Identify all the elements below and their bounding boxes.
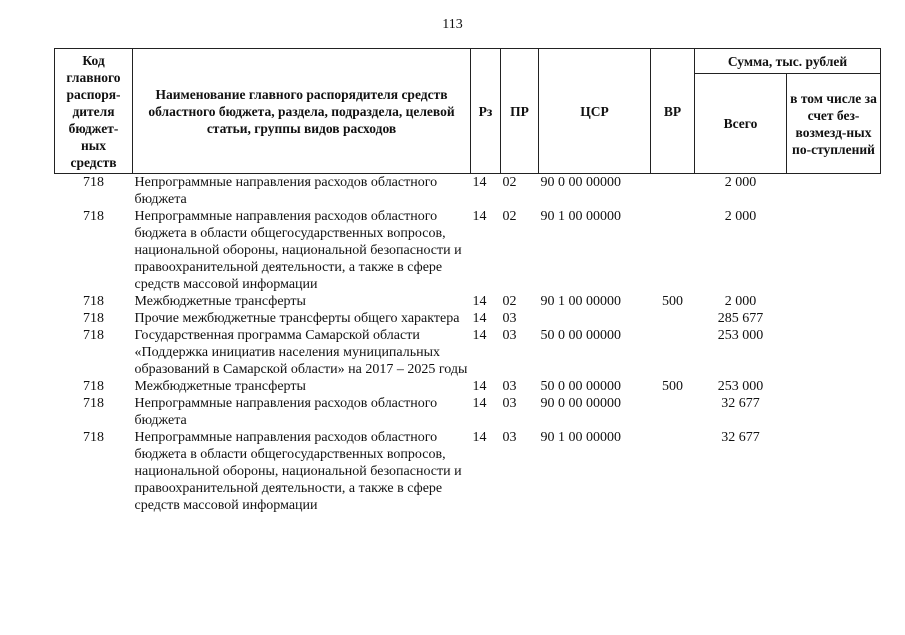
row-total: 253 000 [717, 328, 764, 343]
page-number: 113 [442, 17, 463, 32]
row-vr: 500 [662, 379, 683, 394]
row-vr [651, 429, 695, 514]
row-grants [787, 310, 881, 327]
row-vr [651, 395, 695, 429]
row-pr: 03 [502, 328, 517, 343]
row-total: 2 000 [724, 175, 757, 190]
row-rz: 14 [472, 294, 487, 309]
budget-table [54, 48, 881, 514]
row-vr: 500 [662, 294, 683, 309]
row-code: 718 [83, 396, 104, 411]
row-code: 718 [83, 430, 104, 445]
row-vr [651, 310, 695, 327]
table-row [55, 429, 881, 514]
row-code: 718 [83, 294, 104, 309]
row-csr: 90 1 00 00000 [540, 430, 621, 445]
table-row [55, 395, 881, 429]
table-row [55, 174, 881, 209]
table-row [55, 208, 881, 293]
header-rz: Рз [471, 49, 501, 174]
header-csr: ЦСР [539, 49, 651, 174]
row-name: Непрограммные направления расходов областного бюджета [134, 175, 438, 207]
row-csr: 90 0 00 00000 [540, 396, 621, 411]
table-row [55, 378, 881, 395]
row-pr: 03 [502, 311, 517, 326]
row-pr: 02 [502, 209, 517, 224]
row-vr [651, 174, 695, 209]
row-csr: 50 0 00 00000 [540, 328, 621, 343]
row-grants [787, 293, 881, 310]
row-code: 718 [83, 379, 104, 394]
row-grants [787, 208, 881, 293]
row-rz: 14 [472, 430, 487, 445]
table-row [55, 293, 881, 310]
header-sum-group: Сумма, тыс. рублей [695, 49, 881, 74]
row-vr [651, 327, 695, 378]
header-pr: ПР [501, 49, 539, 174]
row-name: Межбюджетные трансферты [134, 294, 306, 309]
row-name: Межбюджетные трансферты [134, 379, 306, 394]
row-rz: 14 [472, 175, 487, 190]
row-csr [539, 310, 651, 327]
row-rz: 14 [472, 209, 487, 224]
row-pr: 03 [502, 396, 517, 411]
row-name: Непрограммные направления расходов областного бюджета [134, 396, 438, 428]
row-total: 253 000 [717, 379, 764, 394]
table-body [55, 174, 881, 515]
row-pr: 03 [502, 379, 517, 394]
row-rz: 14 [472, 379, 487, 394]
row-rz: 14 [472, 311, 487, 326]
row-code: 718 [83, 209, 104, 224]
row-total: 2 000 [724, 209, 757, 224]
row-name: Непрограммные направления расходов областного бюджета в области общегосударственных вопросов, национальной обороны, национальной безопасности и правоохранительной деятельности, а также в сфере средств массовой информации [134, 430, 462, 513]
row-grants [787, 174, 881, 209]
row-grants [787, 327, 881, 378]
row-total: 32 677 [721, 430, 760, 445]
row-pr: 02 [502, 175, 517, 190]
row-csr: 90 0 00 00000 [540, 175, 621, 190]
table-row [55, 310, 881, 327]
row-name: Непрограммные направления расходов областного бюджета в области общегосударственных вопросов, национальной обороны, национальной безопасности и правоохранительной деятельности, а также в сфере средств массовой информации [134, 209, 462, 292]
row-csr: 50 0 00 00000 [540, 379, 621, 394]
row-grants [787, 429, 881, 514]
row-grants [787, 378, 881, 395]
row-pr: 03 [502, 430, 517, 445]
row-grants [787, 395, 881, 429]
header-grants: в том числе за счет без-возмезд-ных по-ступлений [787, 74, 881, 174]
row-code: 718 [83, 328, 104, 343]
row-total: 2 000 [724, 294, 757, 309]
header-vr: ВР [651, 49, 695, 174]
row-name: Прочие межбюджетные трансферты общего характера [134, 311, 460, 326]
row-total: 285 677 [717, 311, 764, 326]
row-csr: 90 1 00 00000 [540, 294, 621, 309]
table-header [55, 49, 881, 174]
header-name: Наименование главного распорядителя средств областного бюджета, раздела, подраздела, целевой статьи, группы видов расходов [133, 49, 471, 174]
row-name: Государственная программа Самарской области «Поддержка инициатив населения муниципальных образований в Самарской области» на 2017 – 2025 годы [134, 328, 468, 377]
row-csr: 90 1 00 00000 [540, 209, 621, 224]
row-total: 32 677 [721, 396, 760, 411]
table-row [55, 327, 881, 378]
header-code: Код главного распоря-дителя бюджет-ных средств [55, 49, 133, 174]
row-rz: 14 [472, 396, 487, 411]
row-rz: 14 [472, 328, 487, 343]
row-vr [651, 208, 695, 293]
row-code: 718 [83, 175, 104, 190]
row-pr: 02 [502, 294, 517, 309]
header-total: Всего [695, 74, 787, 174]
row-code: 718 [83, 311, 104, 326]
